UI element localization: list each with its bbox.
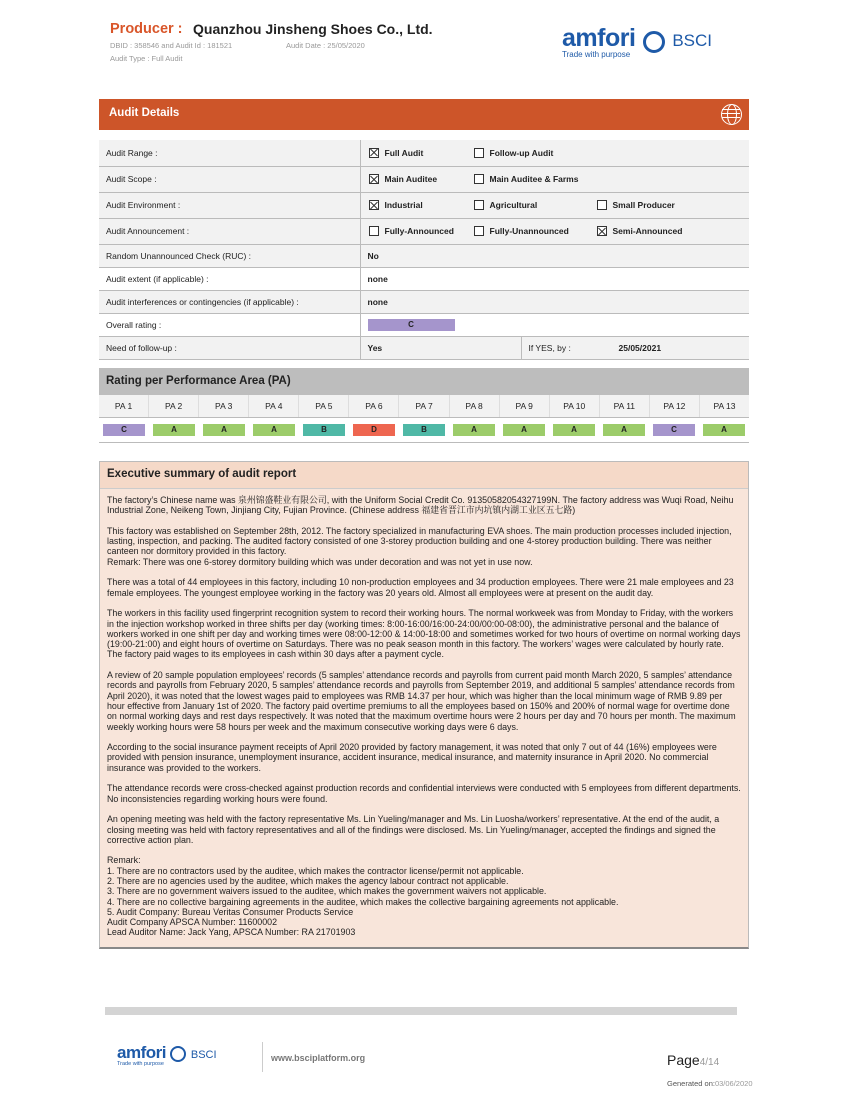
summary-line: Lead Auditor Name: Jack Yang, APSCA Number: RA 21701903: [107, 927, 356, 938]
executive-summary-body: [100, 489, 748, 954]
pa-rating-section: [99, 368, 749, 443]
checkbox-industrial[interactable]: Industrial: [369, 200, 423, 210]
follow-up-value: Yes: [367, 342, 383, 353]
summary-line: The factory’s Chinese name was 泉州锦盛鞋业有限公司, with the Uniform Social Credit Co. 91350582054327199N. The factory address was Wuqi Road, Neihu Industrial Zone, Neikeng Town, Jinjiang City, Fujian Province. (Chinese address 福建省晋江市内坑镇内湖工业区五七路): [107, 495, 734, 516]
amfori-ring-icon: [170, 1046, 186, 1062]
pa-label-2: PA 2: [149, 395, 199, 417]
row-interferences: Audit interferences or contingencies (if applicable) : none: [99, 290, 749, 313]
globe-icon: [721, 104, 742, 125]
pa-ratings-row: [99, 418, 749, 443]
pa-rating-cell: [349, 424, 399, 436]
footer-divider-bar: [105, 1007, 737, 1015]
row-audit-scope: Audit Scope : Main Auditee Main Auditee & Farms: [99, 166, 749, 192]
generated-on: Generated on:03/06/2020: [667, 1079, 753, 1088]
pa-rating-badge-10: A: [553, 424, 595, 436]
pa-rating-badge-7: B: [403, 424, 445, 436]
summary-line: 4. There are no collective bargaining agreements in the auditee, which makes the collective bargaining agreements not applicable.: [107, 896, 619, 907]
row-follow-up: Need of follow-up : Yes If YES, by : 25/05/2021: [99, 336, 749, 359]
checkbox-follow-up-audit[interactable]: Follow-up Audit: [474, 148, 554, 158]
pa-rating-badge-9: A: [503, 424, 545, 436]
executive-summary: [99, 461, 749, 949]
checkbox-agricultural[interactable]: Agricultural: [474, 200, 538, 210]
checkbox-main-auditee-farms[interactable]: Main Auditee & Farms: [474, 174, 579, 184]
row-ruc: Random Unannounced Check (RUC) : No: [99, 244, 749, 267]
pa-label-8: PA 8: [450, 395, 500, 417]
summary-paragraph: [107, 783, 741, 804]
summary-paragraph: [107, 670, 741, 732]
pa-label-13: PA 13: [713, 401, 736, 411]
page-number: Page4/14: [667, 1052, 720, 1068]
pa-rating-badge-4: A: [253, 424, 295, 436]
summary-line: This factory was established on September 28th, 2012. The factory specialized in manufacturing EVA shoes. The main production processes included injection, lasting, inspection, and packing. The audited factory consisted of one 3-storey production building and one 4-storey production building. There was neither canteen nor dormitory provided in this factory.: [107, 525, 732, 557]
producer-label: Producer :: [110, 21, 183, 37]
row-audit-extent: Audit extent (if applicable) : none: [99, 267, 749, 290]
pa-label-9: PA 9: [500, 395, 550, 417]
summary-line: 5. Audit Company: Bureau Veritas Consumer Products Service: [107, 906, 354, 917]
pa-rating-badge-2: A: [153, 424, 195, 436]
pa-rating-badge-11: A: [603, 424, 645, 436]
pa-labels-row: [99, 395, 749, 418]
audit-details-table: [99, 140, 749, 360]
follow-up-by-label: If YES, by :: [528, 342, 571, 353]
pa-rating-cell: [649, 424, 699, 436]
pa-rating-badge-3: A: [203, 424, 245, 436]
pa-rating-cell: [399, 424, 449, 436]
pa-label-4: PA 4: [249, 395, 299, 417]
row-audit-announcement: Audit Announcement : Fully-Announced Fully-Unannounced Semi-Announced: [99, 218, 749, 244]
pa-label-10: PA 10: [550, 395, 600, 417]
producer-name: Quanzhou Jinsheng Shoes Co., Ltd.: [193, 21, 433, 37]
pa-label-12: PA 12: [650, 395, 700, 417]
summary-line: 1. There are no contractors used by the auditee, which makes the contractor license/permit not applicable.: [107, 865, 524, 876]
summary-paragraph: [107, 577, 741, 598]
dbid-text: DBID : 358546 and Audit Id : 181521: [110, 41, 233, 50]
footer-amfori-logo: amfori BSCI Trade with purpose: [117, 1043, 217, 1067]
summary-line: The attendance records were cross-checked against production records and confidential interviews were conducted with 5 employees from different departments. No inconsistencies regarding working hours were found.: [107, 783, 741, 804]
summary-paragraph: [107, 495, 741, 516]
summary-line: There was a total of 44 employees in this factory, including 10 non-production employees and 34 production employees. There were 21 male employees and 23 female employees. The youngest employee working in the factory was 20 years old. Almost all employees were at present on the audit day.: [107, 577, 734, 598]
summary-line: Remark: There was one 6-storey dormitory building which was under decoration and was not yet in use now.: [107, 556, 533, 567]
summary-paragraph: [107, 742, 741, 773]
pa-rating-cell: [449, 424, 499, 436]
summary-line: A review of 20 sample population employees’ records (5 samples’ attendance records and payrolls from current paid month March 2020, 5 samples’ attendance records and payrolls from February 2020, 5 samples’ attendance records and payrolls from September 2019, and additional 5 samples’ attendance records from April 2020), it was noted that the lowest wages paid to employees was RMB 14.37 per hour, which was higher than the local minimum wage of RMB 9.89 per hour effective from January 1st of 2020. The factory paid overtime premiums to all the employees based on 150% and 200% of normal wage for overtime done on normal working days and rest days respectively. It was noted that the maximum overtime hours were 2 hours per day and 70 hours per month. The maximum weekly working hours were 58 hours per week and the maximum consecutive working days were 6 days.: [107, 670, 736, 732]
pa-rating-cell: [699, 424, 749, 436]
summary-paragraph: [107, 608, 741, 659]
pa-label-7: PA 7: [399, 395, 449, 417]
checkbox-fully-unannounced[interactable]: Fully-Unannounced: [474, 226, 569, 236]
pa-rating-cell: [199, 424, 249, 436]
pa-rating-badge-5: B: [303, 424, 345, 436]
summary-paragraph: [107, 814, 741, 845]
row-audit-environment: Audit Environment : Industrial Agricultural Small Producer: [99, 192, 749, 218]
pa-rating-badge-1: C: [103, 424, 145, 436]
summary-line: The workers in this facility used fingerprint recognition system to record their working hours. The normal workweek was from Monday to Friday, with the workers in the injection workshop worked in three shifts per day (working times: 8:00-16:00/16:00-24:00/00:00-08:00), the administrative personal and the balance of workers worked in one shift per day and working times were 08:00-12:00 & 14:00-18:00 and sometimes worked for two hours of overtime on normal working days (19:00-21:00) and eight hours of overtime on Saturdays. There was no peak season month in this factory. The workers’ wages were calculated by hourly rate. The factory paid wages to its employees in cash within 30 days after a payment cycle.: [107, 608, 741, 660]
pa-rating-badge-12: C: [653, 424, 695, 436]
pa-rating-cell: [249, 424, 299, 436]
summary-line: 3. There are no government waivers issued to the auditee, which makes the government waivers not applicable.: [107, 886, 547, 897]
summary-line: 2. There are no agencies used by the auditee, which makes the agency labour contract not applicable.: [107, 875, 509, 886]
checkbox-small-producer[interactable]: Small Producer: [597, 200, 675, 210]
footer-url[interactable]: www.bsciplatform.org: [271, 1053, 366, 1063]
checkbox-semi-announced[interactable]: Semi-Announced: [597, 226, 683, 236]
pa-rating-badge-8: A: [453, 424, 495, 436]
pa-label-11: PA 11: [600, 395, 650, 417]
pa-label-1: PA 1: [99, 395, 149, 417]
pa-rating-cell: [99, 424, 149, 436]
checkbox-fully-announced[interactable]: Fully-Announced: [369, 226, 454, 236]
checkbox-full-audit[interactable]: Full Audit: [369, 148, 424, 158]
pa-label-3: PA 3: [199, 395, 249, 417]
pa-rating-cell: [599, 424, 649, 436]
pa-rating-badge-6: D: [353, 424, 395, 436]
pa-rating-cell: [499, 424, 549, 436]
row-overall-rating: Overall rating : C: [99, 313, 749, 336]
pa-rating-cell: [549, 424, 599, 436]
amfori-bsci-logo: amfori BSCI Trade with purpose: [562, 24, 712, 59]
summary-paragraph: [107, 855, 741, 937]
audit-details-header: Audit Details: [99, 99, 749, 130]
summary-line: According to the social insurance payment receipts of April 2020 provided by factory management, it was noted that only 7 out of 44 (16%) employees were provided with pension insurance, unemployment insurance, accident insurance, medical insurance, and maternity insurance in April 2020. No commercial insurance was provided to the workers.: [107, 742, 717, 773]
pa-label-6: PA 6: [349, 395, 399, 417]
summary-line: An opening meeting was held with the factory representative Ms. Lin Yueling/manager and Ms. Lin Luosha/workers’ representative. At the end of the audit, a closing meeting was held with factory representatives and all of the findings were disclosed. Ms. Lin Yueling/manager, accepted the findings and signed the corrective action plan.: [107, 814, 720, 845]
summary-line: Audit Company APSCA Number: 11600002: [107, 917, 278, 928]
pa-rating-badge-13: A: [703, 424, 745, 436]
pa-rating-cell: [149, 424, 199, 436]
audit-type: Audit Type : Full Audit: [110, 54, 183, 63]
pa-rating-cell: [299, 424, 349, 436]
executive-summary-header: Executive summary of audit report: [100, 462, 748, 489]
pa-label-5: PA 5: [299, 395, 349, 417]
pa-header: Rating per Performance Area (PA): [99, 368, 749, 395]
summary-line: Remark:: [107, 855, 141, 866]
summary-paragraph: [107, 526, 741, 567]
footer-separator: [262, 1042, 263, 1072]
overall-rating-badge: C: [368, 319, 455, 331]
follow-up-by-date: 25/05/2021: [618, 342, 662, 353]
checkbox-main-auditee[interactable]: Main Auditee: [369, 174, 438, 184]
amfori-ring-icon: [643, 31, 665, 53]
row-audit-range: Audit Range : Full Audit Follow-up Audit: [99, 140, 749, 166]
audit-date: Audit Date : 25/05/2020: [286, 41, 365, 50]
